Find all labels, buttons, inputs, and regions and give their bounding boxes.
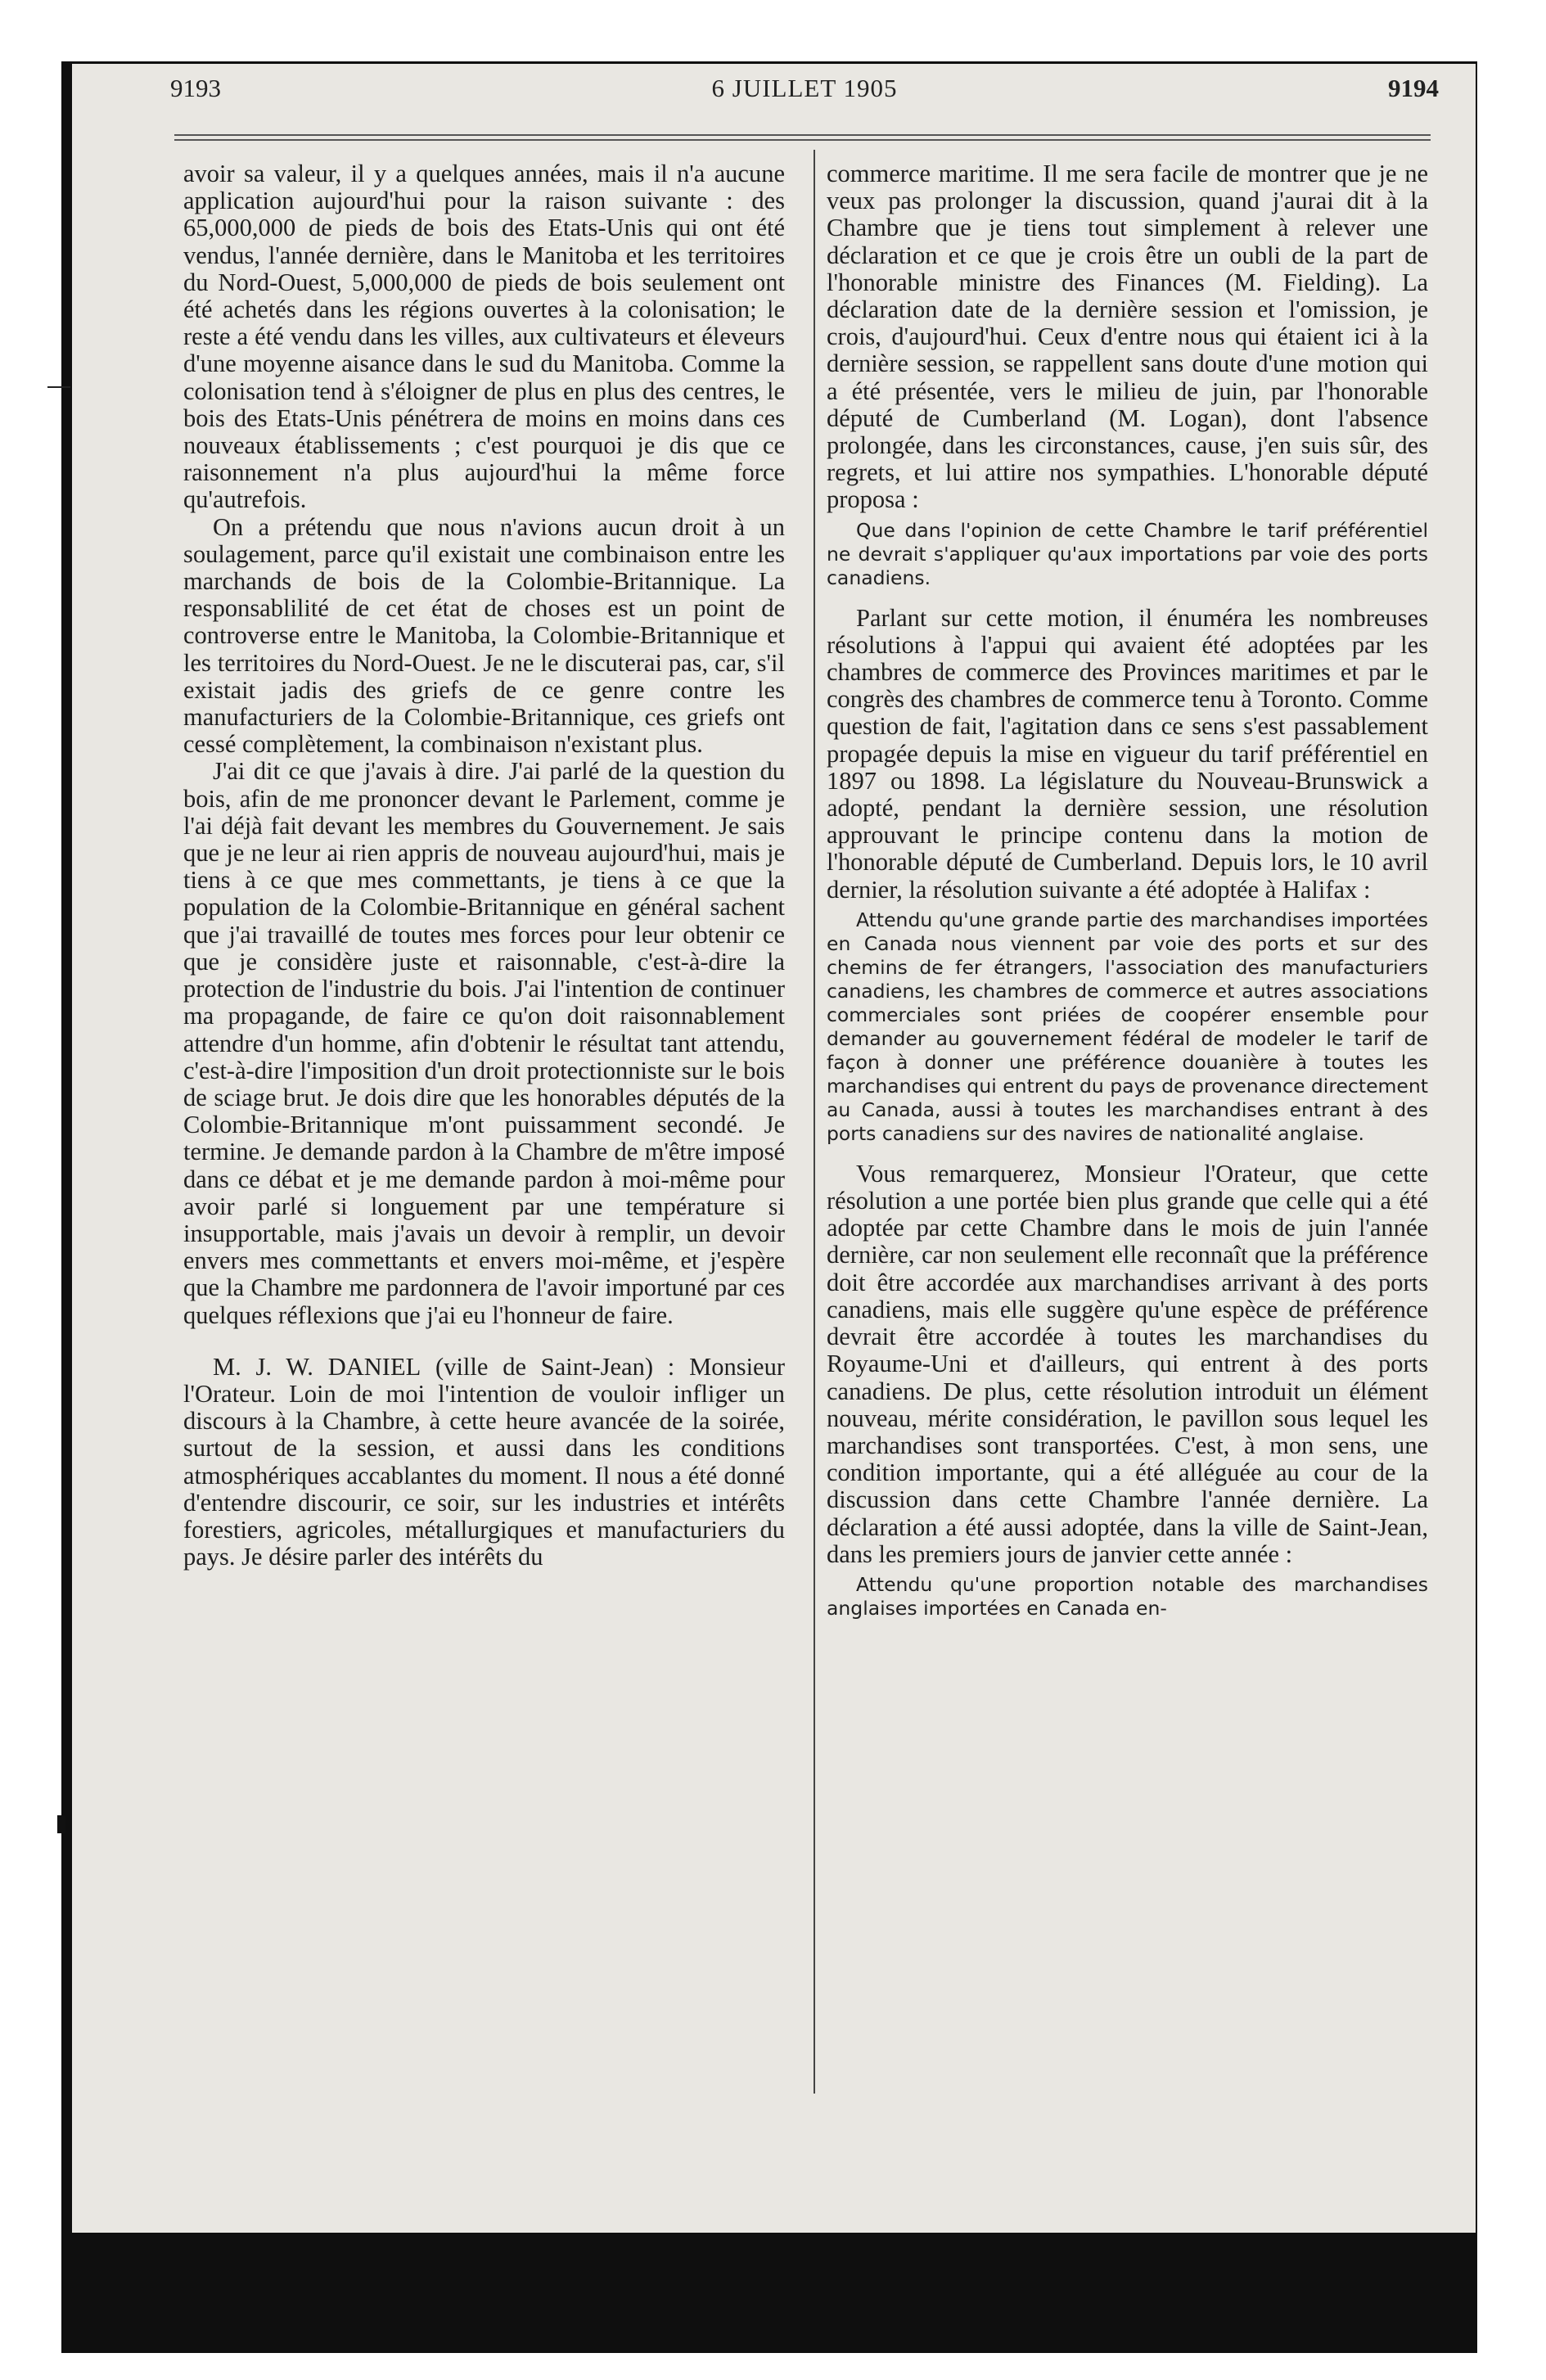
header-rule-bottom (174, 139, 1431, 141)
page-number-left: 9193 (170, 74, 221, 102)
header-date: 6 JUILLET 1905 (711, 74, 898, 102)
document-page (72, 64, 1476, 2233)
column-divider (814, 150, 815, 2094)
left-paragraph-4 (183, 1354, 785, 1571)
page-number-right: 9194 (1388, 74, 1439, 102)
quoted-saint-jean-resolution: Attendu qu'une proportion notable des marchandises anglaises importées en Canada en- (827, 1572, 1428, 1620)
margin-notch (57, 1815, 65, 1833)
left-paragraph-1: avoir sa valeur, il y a quelques années, mais il n'a aucune application aujourd'hui pour la raison suivante : des 65,000,000 de pieds de bois des Etats-Unis qui ont été vendus, l'année dernière, dans le Manitoba et les territoires du Nord-Ouest, 5,000,000 de pieds de bois seulement ont été achetés dans les régions ouvertes à la colonisation; le reste a été vendu dans les villes, aux cultivateurs et éleveurs d'une moyenne aisance dans le sud du Manitoba. Comme la colonisation tend à s'éloigner de plus en plus des centres, le bois des Etats-Unis pénétrera de moins en moins dans ces nouveaux établissements ; c'est pourquoi je dis que ce raisonnement n'a plus aujourd'hui la même force qu'autrefois. (183, 160, 785, 514)
left-paragraph-2: On a prétendu que nous n'avions aucun droit à un soulagement, parce qu'il existait une combinaison entre les marchands de bois de la Colombie-Britannique. La responsablilité de cet état de choses est un point de controverse entre le Manitoba, la Colombie-Britannique et les territoires du Nord-Ouest. Je ne le discuterai pas, car, s'il existait jadis des griefs de ce genre contre les manufacturiers de la Colombie-Britannique, ces griefs ont cessé complètement, la combinaison n'existant plus. (183, 512, 785, 759)
left-paragraph-3: J'ai dit ce que j'avais à dire. J'ai parlé de la question du bois, afin de me prononcer devant le Parlement, comme je l'ai déjà fait devant les membres du Gouvernement. Je sais que je ne leur ai rien appris de nouveau aujourd'hui, mais je tiens à ce que mes commettants, je tiens à ce que la population de la Colombie-Britannique en général sachent que j'ai travaillé de toutes mes forces pour leur obtenir ce que je considère juste et raisonnable, c'est-à-dire la protection de l'industrie du bois. J'ai l'intention de continuer ma propagande, de faire ce qu'on doit raisonnablement attendre d'un homme, afin d'obtenir le résultat tant attendu, c'est-à-dire l'imposition d'un droit protectionniste sur le bois de sciage brut. Je dois dire que les honorables députés de la Colombie-Britannique m'ont puissamment secondé. Je termine. Je demande pardon à la Chambre de m'être imposé dans ce débat et je me demande pardon à moi-même pour avoir parlé si longuement par une température si insupportable, mais j'avais un devoir à remplir, un devoir envers mes commettants et envers moi-même, et j'espère que la Chambre me pardonnera de l'avoir importuné par ces quelques réflexions que j'ai eu l'honneur de faire. (183, 757, 785, 1329)
right-paragraph-3: Vous remarquerez, Monsieur l'Orateur, que cette résolution a une portée bien plus grande que celle qui a été adoptée par cette Chambre dans le mois de juin l'année dernière, car non seulement elle reconnaît que la préférence doit être accordée aux marchandises arrivant à des ports canadiens, mais elle suggère qu'une espèce de préférence devrait être accordée à toutes les marchandises du Royaume-Uni et d'ailleurs, qui entrent à des ports canadiens. De plus, cette résolution introduit un élément nouveau, mérite considération, le pavillon sous lequel les marchandises sont transportées. C'est, à mon sens, une condition importante, qui a été alléguée au cour de la discussion dans cette Chambre l'année dernière. La déclaration a été aussi adoptée, dans la ville de Saint-Jean, dans les premiers jours de janvier cette année : (827, 1159, 1428, 1568)
page-header (170, 74, 1439, 119)
right-paragraph-2: Parlant sur cette motion, il énuméra les nombreuses résolutions à l'appui qui avaient été adoptées par les chambres de commerce des Provinces maritimes et par le congrès des chambres de commerce tenu à Toronto. Comme question de fait, l'agitation dans ce sens s'est passablement propagée depuis la mise en vigueur du tarif préférentiel en 1897 ou 1898. La législature du Nouveau-Brunswick a adopté, pendant la dernière session, une résolution approuvant le principe contenu dans la motion de l'honorable député de Cumberland. Depuis lors, le 10 avril dernier, la résolution suivante a été adoptée à Halifax : (827, 603, 1428, 904)
right-column (827, 160, 1428, 1620)
speaker-text: (ville de Saint-Jean) : Monsieur l'Orateur. Loin de moi l'intention de vouloir infliger un discours à la Chambre, à cette heure avancée de la soirée, surtout de la session, et aussi dans les conditions atmosphériques accablantes du moment. Il nous a été donné d'entendre discourir, ce soir, sur les industries et intérêts forestiers, agricoles, métallurgiques et manufacturiers du pays. Je désire parler des intérêts du (183, 1352, 785, 1571)
right-paragraph-1: commerce maritime. Il me sera facile de montrer que je ne veux pas prolonger la discussion, quand j'aurai dit à la Chambre que je tiens tout simplement à relever une déclaration et ce que je crois être un oubli de la part de l'honorable ministre des Finances (M. Fielding). La déclaration date de la dernière session et l'omission, je crois, d'aujourd'hui. Ceux d'entre nous qui étaient ici à la dernière session, se rappellent sans doute d'une motion qui a été présentée, vers le milieu de juin, par l'honorable député de Cumberland (M. Logan), dont l'absence prolongée, dans les circonstances, cause, j'en suis sûr, des regrets, et lui attire nos sympathies. L'honorable député proposa : (827, 160, 1428, 514)
quoted-motion: Que dans l'opinion de cette Chambre le tarif préférentiel ne devrait s'appliquer qu'aux importations par voie des ports canadiens. (827, 518, 1428, 589)
header-rule-top (174, 134, 1431, 136)
quoted-halifax-resolution: Attendu qu'une grande partie des marchandises importées en Canada nous viennent par voie des ports et sur des chemins de fer étrangers, l'association des manufacturiers canadiens, les chambres de commerce et autres associations commerciales sont priées de coopérer ensemble pour demander au gouvernement fédéral de modeler le tarif de façon à donner une préférence douanière à toutes les marchandises qui entrent du pays de provenance directement au Canada, aussi à toutes les marchandises entrant à des ports canadiens sur des navires de nationalité anglaise. (827, 908, 1428, 1145)
left-column (183, 160, 785, 1571)
margin-mark (47, 386, 70, 388)
speaker-name: M. J. W. DANIEL (213, 1352, 421, 1381)
